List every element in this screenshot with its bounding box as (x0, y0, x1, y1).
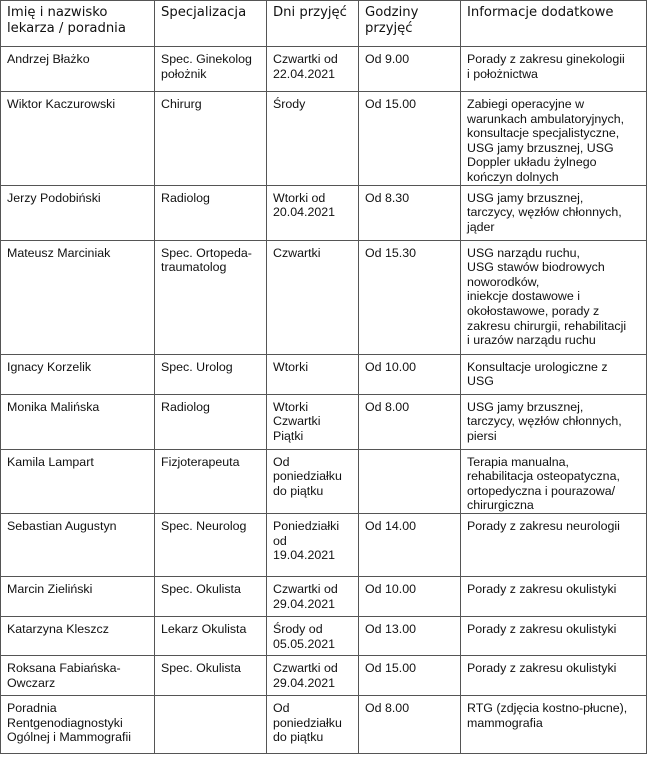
cell-text: Środy od 05.05.2021 (273, 621, 336, 651)
cell-text: Od 15.30 (365, 245, 416, 260)
cell-text: Porady z zakresu neurologii (467, 518, 620, 533)
table-row (1, 354, 647, 394)
doctor-name-cell (1, 655, 155, 695)
info-cell (461, 92, 647, 186)
info-cell (461, 695, 647, 753)
days-cell (267, 449, 359, 513)
cell-text: Fizjoterapeuta (161, 454, 240, 469)
days-cell (267, 513, 359, 576)
cell-text: Terapia manualna, rehabilitacja osteopatyczna, ortopedyczna i pourazowa/ chirurgiczna (467, 454, 620, 513)
cell-text: Mateusz Marciniak (7, 245, 111, 260)
info-cell (461, 449, 647, 513)
cell-text: Od 8.00 (365, 399, 410, 414)
cell-text: Katarzyna Kleszcz (7, 621, 109, 636)
specialization-cell (155, 47, 267, 92)
table-row (1, 449, 647, 513)
table-row (1, 695, 647, 753)
table-row (1, 47, 647, 92)
hours-cell (359, 616, 461, 655)
info-cell (461, 616, 647, 655)
table-body (1, 47, 647, 754)
cell-text: Roksana Fabiańska- Owczarz (7, 660, 121, 690)
doctor-name-cell (1, 47, 155, 92)
cell-text: Od 10.00 (365, 359, 416, 374)
info-cell (461, 576, 647, 616)
days-cell (267, 185, 359, 240)
hours-cell (359, 240, 461, 354)
cell-text: Konsultacje urologiczne z USG (467, 359, 608, 389)
days-cell (267, 92, 359, 186)
doctor-name-cell (1, 576, 155, 616)
cell-text: Chirurg (161, 97, 202, 111)
cell-text: Od 9.00 (365, 52, 410, 66)
cell-text: Od 8.30 (365, 190, 410, 205)
doctor-name-cell (1, 616, 155, 655)
info-cell (461, 240, 647, 354)
header-name: Imię i nazwisko lekarza / poradnia (1, 1, 155, 47)
specialization-cell (155, 695, 267, 753)
specialization-cell (155, 240, 267, 354)
hours-cell (359, 513, 461, 576)
table-row (1, 240, 647, 354)
cell-text: Porady z zakresu okulistyki (467, 660, 617, 675)
cell-text: Radiolog (161, 399, 210, 414)
cell-text: Wiktor Kaczurowski (7, 97, 116, 111)
hours-cell (359, 394, 461, 449)
cell-text: Wtorki (273, 359, 309, 374)
doctor-name-cell (1, 394, 155, 449)
days-cell (267, 240, 359, 354)
cell-text: Spec. Ortopeda- traumatolog (161, 245, 252, 275)
specialization-cell (155, 354, 267, 394)
hours-cell (359, 695, 461, 753)
table-row (1, 576, 647, 616)
days-cell (267, 616, 359, 655)
cell-text: Od poniedziałku do piątku (273, 454, 342, 498)
cell-text: Spec. Urolog (161, 359, 233, 374)
specialization-cell (155, 616, 267, 655)
cell-text: Od poniedziałku do piątku (273, 700, 342, 745)
cell-text: Poniedziałki od 19.04.2021 (273, 518, 340, 563)
cell-text: Poradnia Rentgenodiagnostyki Ogólnej i Mammografii (7, 700, 131, 745)
hours-cell (359, 185, 461, 240)
doctor-name-cell (1, 695, 155, 753)
specialization-cell (155, 449, 267, 513)
header-info: Informacje dodatkowe (461, 1, 647, 47)
hours-cell (359, 354, 461, 394)
cell-text: Andrzej Błażko (7, 52, 90, 66)
table-row (1, 655, 647, 695)
specialization-cell (155, 185, 267, 240)
hours-cell (359, 449, 461, 513)
cell-text: Sebastian Augustyn (7, 518, 117, 533)
cell-text: Ignacy Korzelik (7, 359, 92, 374)
days-cell (267, 354, 359, 394)
cell-text: Porady z zakresu ginekologii i położnictwa (467, 52, 625, 81)
table-row (1, 513, 647, 576)
doctor-name-cell (1, 354, 155, 394)
info-cell (461, 47, 647, 92)
header-row (1, 1, 647, 47)
cell-text: Wtorki Czwartki Piątki (273, 399, 321, 443)
header-hours: Godziny przyjęć (359, 1, 461, 47)
cell-text: Czwartki od 29.04.2021 (273, 581, 338, 611)
cell-text: Czwartki od 29.04.2021 (273, 660, 338, 690)
cell-text: Zabiegi operacyjne w warunkach ambulatoryjnych, konsultacje specjalistyczne, USG jamy brzusznej, USG Doppler układu żylnego kończyn dolnych (467, 97, 625, 184)
doctor-name-cell (1, 449, 155, 513)
doctor-name-cell (1, 185, 155, 240)
cell-text: Od 13.00 (365, 621, 416, 636)
table-row (1, 185, 647, 240)
days-cell (267, 576, 359, 616)
info-cell (461, 394, 647, 449)
hours-cell (359, 47, 461, 92)
cell-text: Monika Malińska (7, 399, 100, 414)
days-cell (267, 695, 359, 753)
doctor-name-cell (1, 92, 155, 186)
cell-text: Jerzy Podobiński (7, 190, 101, 205)
days-cell (267, 47, 359, 92)
hours-cell (359, 576, 461, 616)
cell-text: Marcin Zieliński (7, 581, 93, 596)
table-row (1, 616, 647, 655)
cell-text: Kamila Lampart (7, 454, 94, 469)
cell-text: Spec. Okulista (161, 660, 241, 675)
header-days: Dni przyjęć (267, 1, 359, 47)
cell-text: USG narządu ruchu, USG stawów biodrowych noworodków, iniekcje dostawowe i okołostawowe, porady z zakresu chirurgii, rehabilitacji i urazów narządu ruchu (467, 245, 627, 348)
cell-text: Czwartki (273, 245, 321, 260)
cell-text: RTG (zdjęcia kostno-płucne), mammografia (467, 700, 628, 730)
cell-text: Wtorki od 20.04.2021 (273, 190, 336, 220)
cell-text: Porady z zakresu okulistyki (467, 581, 617, 596)
days-cell (267, 394, 359, 449)
cell-text: USG jamy brzusznej, tarczycy, węzłów chłonnych, jąder (467, 190, 622, 234)
specialization-cell (155, 394, 267, 449)
cell-text: Spec. Ginekolog położnik (161, 52, 252, 81)
info-cell (461, 513, 647, 576)
specialization-cell (155, 92, 267, 186)
table-row (1, 394, 647, 449)
cell-text: Spec. Neurolog (161, 518, 247, 533)
hours-cell (359, 655, 461, 695)
cell-text: Lekarz Okulista (161, 621, 247, 636)
cell-text: Porady z zakresu okulistyki (467, 621, 617, 636)
table-row (1, 92, 647, 186)
days-cell (267, 655, 359, 695)
specialization-cell (155, 576, 267, 616)
hours-cell (359, 92, 461, 186)
cell-text: Radiolog (161, 190, 210, 205)
specialization-cell (155, 513, 267, 576)
cell-text: Od 15.00 (365, 660, 416, 675)
cell-text: Środy (273, 97, 306, 111)
doctor-name-cell (1, 240, 155, 354)
cell-text: Od 14.00 (365, 518, 416, 533)
info-cell (461, 185, 647, 240)
cell-text: Czwartki od 22.04.2021 (273, 52, 338, 81)
cell-text: Od 15.00 (365, 97, 416, 111)
cell-text: Od 10.00 (365, 581, 416, 596)
cell-text: Od 8.00 (365, 700, 410, 715)
info-cell (461, 354, 647, 394)
table-header (1, 1, 647, 47)
info-cell (461, 655, 647, 695)
doctor-name-cell (1, 513, 155, 576)
specialization-cell (155, 655, 267, 695)
cell-text: USG jamy brzusznej, tarczycy, węzłów chłonnych, piersi (467, 399, 622, 443)
header-specialization: Specjalizacja (155, 1, 267, 47)
cell-text: Spec. Okulista (161, 581, 241, 596)
